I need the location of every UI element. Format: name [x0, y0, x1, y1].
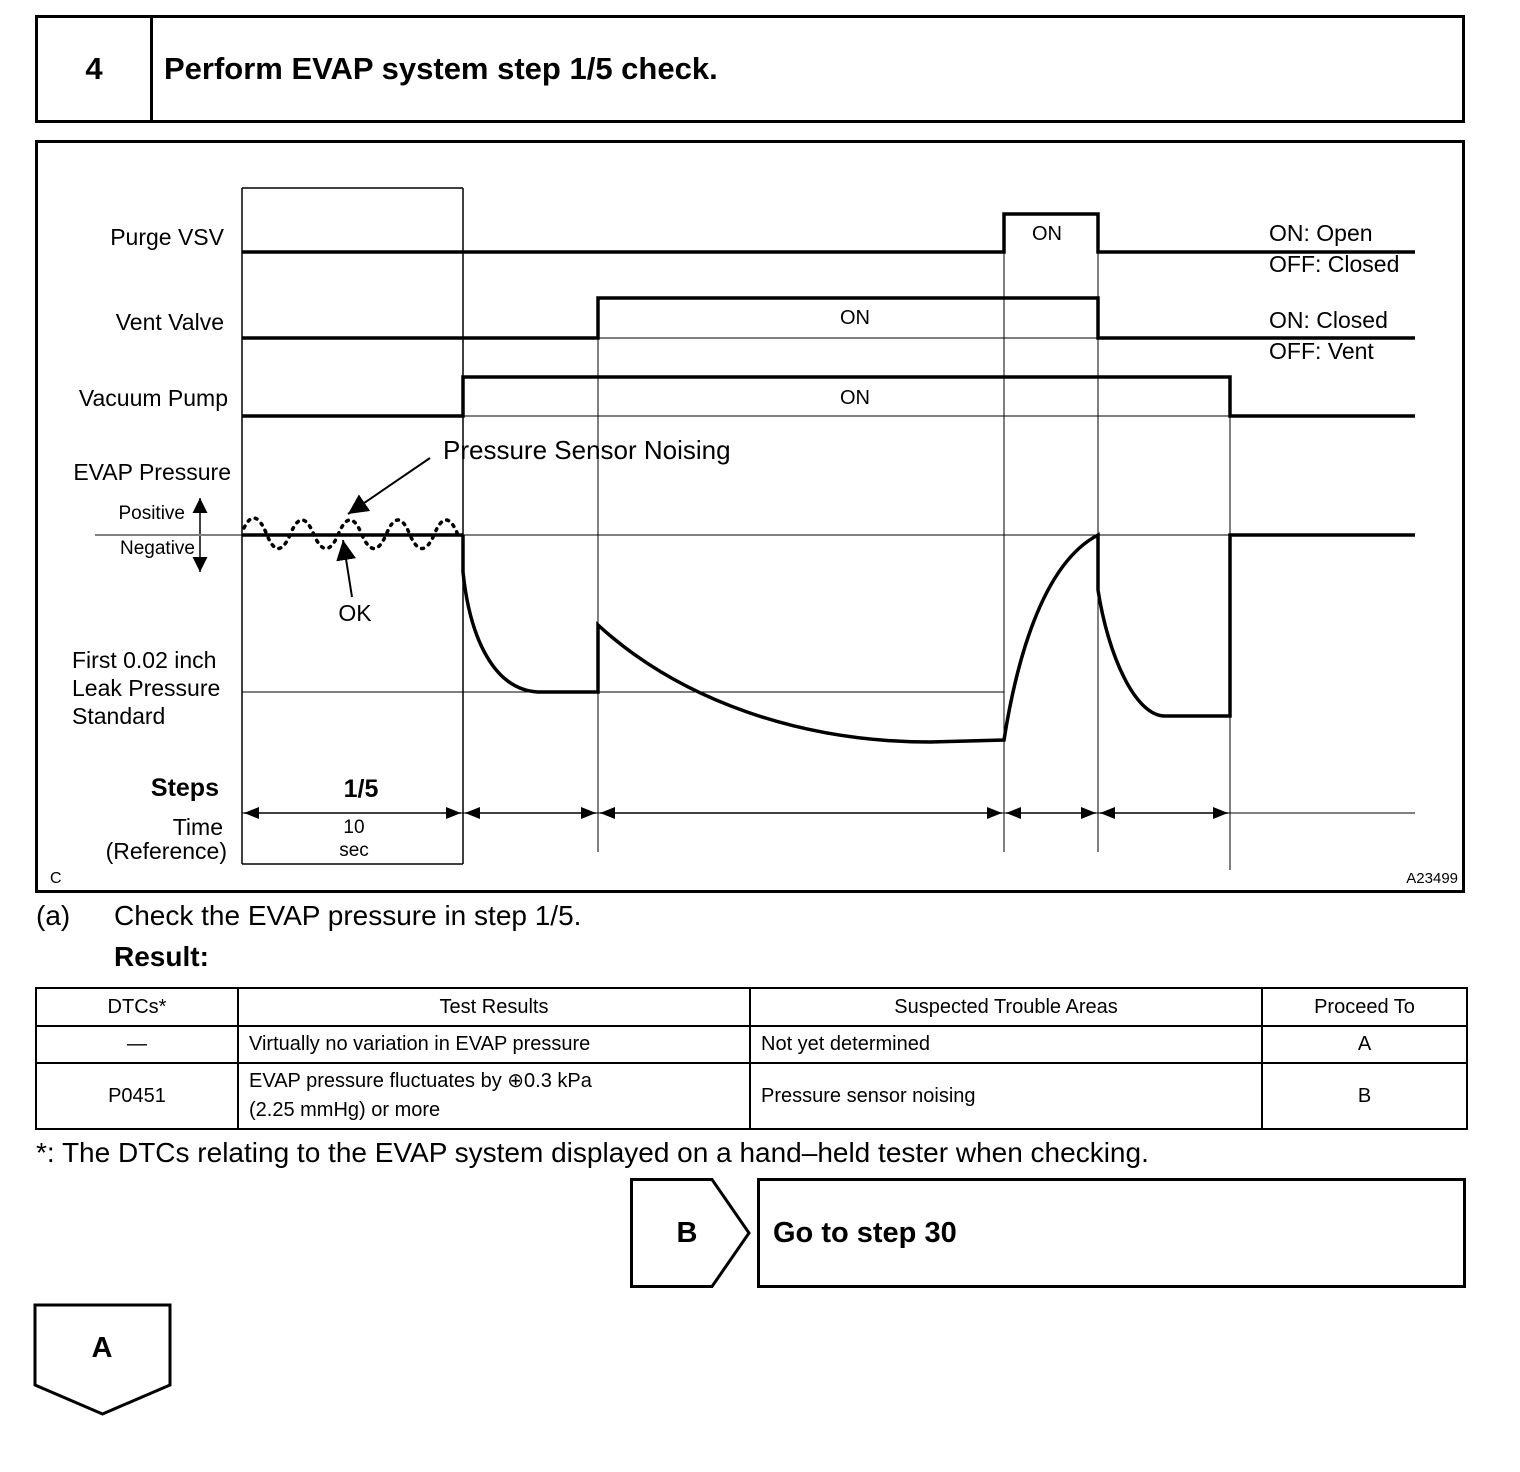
goto-step-text: Go to step 30 [773, 1216, 957, 1249]
legend-vent-off: OFF: Vent [1269, 338, 1374, 364]
legend-purge-on: ON: Open [1269, 220, 1373, 246]
cell-test-result [238, 1063, 750, 1129]
time-label-line-1: Time [172, 814, 223, 840]
cell-dtc: P0451 [36, 1063, 238, 1129]
vent-on-label: ON [840, 307, 870, 329]
label-purge-vsv: Purge VSV [110, 224, 224, 250]
cell-trouble-area: Pressure sensor noising [750, 1063, 1262, 1129]
table-row [36, 1063, 1467, 1129]
cell-test-result-line-1: EVAP pressure fluctuates by ⊕0.3 kPa [249, 1070, 592, 1092]
cell-proceed: B [1262, 1063, 1467, 1129]
step-title: Perform EVAP system step 1/5 check. [164, 51, 718, 86]
pump-on-label: ON [840, 387, 870, 409]
timing-chart [35, 140, 1465, 893]
leak-standard-line-1: First 0.02 inch [72, 647, 217, 673]
vacuum-pump-waveform [242, 377, 1415, 416]
time-value-line-1: 10 [343, 817, 365, 838]
step-value: 1/5 [343, 775, 379, 803]
header-dtcs: DTCs* [36, 988, 238, 1026]
time-value-line-2: sec [339, 840, 369, 861]
header-proceed-to: Proceed To [1262, 988, 1467, 1026]
positive-label: Positive [118, 503, 185, 524]
steps-label: Steps [150, 774, 219, 802]
corner-label: C [50, 870, 62, 887]
result-label: Result: [114, 941, 209, 972]
ok-annotation: OK [338, 600, 372, 626]
noise-annotation: Pressure Sensor Noising [443, 435, 731, 465]
cell-dtc: — [36, 1026, 238, 1063]
b-letter[interactable]: B [676, 1216, 698, 1249]
instruction-text: Check the EVAP pressure in step 1/5. [114, 900, 582, 931]
leak-standard-line-2: Leak Pressure [72, 675, 221, 701]
table-row [36, 1026, 1467, 1063]
step-header [35, 15, 1465, 123]
instruction-label: (a) [36, 900, 71, 931]
vent-valve-waveform [242, 298, 1415, 338]
label-evap-pressure: EVAP Pressure [73, 459, 231, 485]
legend-vent-on: ON: Closed [1269, 307, 1388, 333]
result-table [35, 987, 1468, 1130]
header-test-results: Test Results [238, 988, 750, 1026]
figure-id: A23499 [1406, 870, 1458, 887]
label-vent-valve: Vent Valve [115, 309, 224, 335]
footnote: *: The DTCs relating to the EVAP system displayed on a hand–held tester when checking. [36, 1137, 1149, 1168]
ok-pointer [343, 540, 352, 597]
table-header-row [36, 988, 1467, 1026]
step-number: 4 [38, 18, 153, 120]
purge-vsv-waveform [242, 214, 1415, 252]
negative-label: Negative [120, 538, 195, 559]
label-vacuum-pump: Vacuum Pump [78, 385, 228, 411]
header-suspected-areas: Suspected Trouble Areas [750, 988, 1262, 1026]
cell-test-result-line-2: (2.25 mmHg) or more [249, 1099, 441, 1121]
purge-on-label: ON [1032, 223, 1062, 245]
chart-frame [37, 142, 1464, 892]
cell-proceed: A [1262, 1026, 1467, 1063]
noise-pointer [348, 458, 430, 514]
cell-test-result: Virtually no variation in EVAP pressure [238, 1026, 750, 1063]
leak-standard-line-3: Standard [72, 703, 166, 729]
time-label-line-2: (Reference) [105, 838, 227, 864]
evap-pressure-trace [463, 535, 1415, 742]
a-letter[interactable]: A [91, 1331, 113, 1364]
legend-purge-off: OFF: Closed [1269, 251, 1400, 277]
cell-trouble-area: Not yet determined [750, 1026, 1262, 1063]
goto-step-box[interactable] [757, 1178, 1466, 1288]
